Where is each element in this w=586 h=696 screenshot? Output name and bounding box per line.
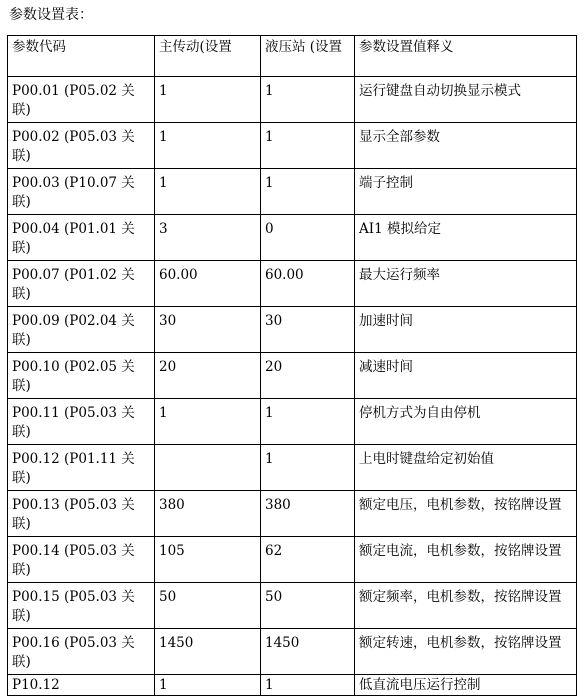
table-row [8,537,577,583]
cell-description: 减速时间 [355,353,577,399]
cell-main-drive: 50 [155,583,261,629]
cell-param-code: P00.15 (P05.03 关联) [8,583,155,629]
cell-description: 低直流电压运行控制 [355,675,577,696]
cell-hydraulic: 380 [261,491,355,537]
parameter-table [7,35,577,696]
cell-main-drive: 1450 [155,629,261,675]
cell-hydraulic: 20 [261,353,355,399]
cell-hydraulic: 62 [261,537,355,583]
cell-description: 端子控制 [355,169,577,215]
cell-main-drive: 20 [155,353,261,399]
table-row [8,583,577,629]
cell-main-drive: 1 [155,123,261,169]
cell-hydraulic: 1 [261,445,355,491]
cell-description: 加速时间 [355,307,577,353]
cell-param-code: P00.13 (P05.03 关联) [8,491,155,537]
cell-param-code: P00.11 (P05.03 关联) [8,399,155,445]
table-row [8,77,577,123]
cell-hydraulic: 1 [261,399,355,445]
table-row [8,675,577,696]
cell-hydraulic: 30 [261,307,355,353]
cell-hydraulic: 50 [261,583,355,629]
table-row [8,261,577,307]
cell-param-code: P10.12 [8,675,155,696]
cell-param-code: P00.04 (P01.01 关联) [8,215,155,261]
header-main-drive: 主传动(设置 [155,36,261,77]
cell-param-code: P00.02 (P05.03 关联) [8,123,155,169]
cell-param-code: P00.12 (P01.11 关联) [8,445,155,491]
table-row [8,491,577,537]
table-row [8,307,577,353]
cell-hydraulic: 60.00 [261,261,355,307]
cell-hydraulic: 1 [261,123,355,169]
cell-main-drive: 30 [155,307,261,353]
cell-hydraulic: 1 [261,169,355,215]
cell-param-code: P00.03 (P10.07 关联) [8,169,155,215]
table-row [8,399,577,445]
cell-hydraulic: 1 [261,675,355,696]
table-row [8,169,577,215]
header-param-code: 参数代码 [8,36,155,77]
cell-param-code: P00.16 (P05.03 关联) [8,629,155,675]
cell-description: 额定频率，电机参数，按铭牌设置 [355,583,577,629]
cell-main-drive: 1 [155,77,261,123]
cell-param-code: P00.09 (P02.04 关联) [8,307,155,353]
cell-description: 运行键盘自动切换显示模式 [355,77,577,123]
table-row [8,629,577,675]
cell-description: 额定转速，电机参数，按铭牌设置 [355,629,577,675]
table-caption: 参数设置表： [9,7,93,23]
table-row [8,215,577,261]
cell-main-drive: 60.00 [155,261,261,307]
table-row [8,123,577,169]
cell-description: 最大运行频率 [355,261,577,307]
cell-hydraulic: 0 [261,215,355,261]
cell-description: 额定电压，电机参数，按铭牌设置 [355,491,577,537]
cell-main-drive: 1 [155,675,261,696]
table-row [8,353,577,399]
cell-main-drive: 3 [155,215,261,261]
cell-param-code: P00.14 (P05.03 关联) [8,537,155,583]
cell-main-drive: 1 [155,399,261,445]
cell-main-drive: 380 [155,491,261,537]
cell-main-drive: 1 [155,169,261,215]
header-description: 参数设置值释义 [355,36,577,77]
cell-description: AI1 模拟给定 [355,215,577,261]
cell-param-code: P00.10 (P02.05 关联) [8,353,155,399]
cell-hydraulic: 1450 [261,629,355,675]
cell-description: 上电时键盘给定初始值 [355,445,577,491]
table-row [8,445,577,491]
cell-description: 额定电流，电机参数，按铭牌设置 [355,537,577,583]
cell-hydraulic: 1 [261,77,355,123]
cell-param-code: P00.07 (P01.02 关联) [8,261,155,307]
table-header-row [8,36,577,77]
cell-description: 停机方式为自由停机 [355,399,577,445]
cell-main-drive [155,445,261,491]
cell-main-drive: 105 [155,537,261,583]
cell-description: 显示全部参数 [355,123,577,169]
header-hydraulic-station: 液压站 (设置 [261,36,355,77]
cell-param-code: P00.01 (P05.02 关联) [8,77,155,123]
